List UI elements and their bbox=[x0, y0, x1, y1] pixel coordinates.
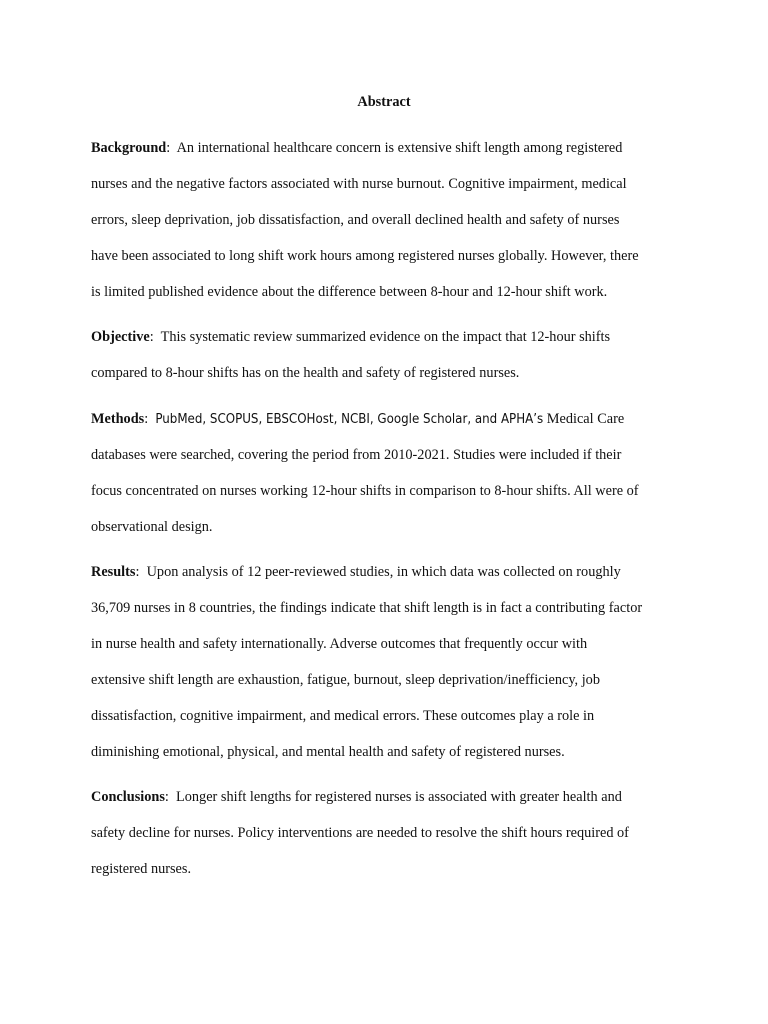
paragraph-line bbox=[91, 401, 681, 437]
objective-heading: Objective bbox=[91, 329, 150, 345]
conclusions-text: Longer shift lengths for registered nurses is associated with greater health and bbox=[176, 789, 622, 805]
paragraph-line bbox=[91, 319, 681, 355]
background-text: nurses and the negative factors associated with nurse burnout. Cognitive impairment, medical bbox=[91, 176, 627, 192]
results-text: in nurse health and safety internationally. Adverse outcomes that frequently occur with bbox=[91, 636, 588, 652]
background-heading: Background bbox=[91, 140, 167, 156]
background-text: have been associated to long shift work hours among registered nurses globally. However, there bbox=[91, 248, 639, 264]
conclusions-section bbox=[91, 779, 681, 887]
objective-text: This systematic review summarized evidence on the impact that 12-hour shifts bbox=[160, 329, 611, 345]
heading-colon: : bbox=[149, 329, 161, 345]
heading-colon: : bbox=[144, 411, 156, 427]
background-text: is limited published evidence about the difference between 8-hour and 12-hour shift work. bbox=[91, 284, 608, 300]
background-text: An international healthcare concern is extensive shift length among registered bbox=[176, 140, 623, 156]
background-text: errors, sleep deprivation, job dissatisfaction, and overall declined health and safety of nurses bbox=[91, 212, 620, 228]
results-text: Upon analysis of 12 peer-reviewed studies, in which data was collected on roughly bbox=[146, 564, 621, 580]
results-text: extensive shift length are exhaustion, fatigue, burnout, sleep deprivation/inefficiency, job bbox=[91, 672, 600, 688]
methods-text: observational design. bbox=[91, 519, 213, 535]
methods-text: focus concentrated on nurses working 12-hour shifts in comparison to 8-hour shifts. All were of bbox=[91, 483, 639, 499]
heading-colon: : bbox=[164, 789, 177, 805]
results-section bbox=[91, 554, 681, 770]
methods-text: Medical Care bbox=[546, 411, 625, 427]
paragraph-line bbox=[91, 130, 681, 166]
conclusions-text: safety decline for nurses. Policy interventions are needed to resolve the shift hours required of bbox=[91, 825, 629, 841]
background-section bbox=[91, 130, 681, 310]
results-text: 36,709 nurses in 8 countries, the findings indicate that shift length is in fact a contributing factor bbox=[91, 600, 643, 616]
methods-heading: Methods bbox=[91, 411, 145, 427]
page-title: Abstract bbox=[357, 94, 411, 110]
paragraph-line bbox=[91, 779, 681, 815]
conclusions-heading: Conclusions bbox=[91, 789, 165, 805]
paragraph-line bbox=[91, 554, 681, 590]
results-text: dissatisfaction, cognitive impairment, and medical errors. These outcomes play a role in bbox=[91, 708, 595, 724]
results-text: diminishing emotional, physical, and mental health and safety of registered nurses. bbox=[91, 744, 565, 760]
results-heading: Results bbox=[91, 564, 136, 580]
objective-section bbox=[91, 319, 681, 391]
heading-colon: : bbox=[166, 140, 177, 156]
methods-text: databases were searched, covering the period from 2010-2021. Studies were included if their bbox=[91, 447, 622, 463]
conclusions-text: registered nurses. bbox=[91, 861, 192, 877]
heading-colon: : bbox=[135, 564, 147, 580]
methods-databases: PubMed, SCOPUS, EBSCOHost, NCBI, Google Scholar, and APHA’s bbox=[155, 412, 544, 427]
objective-text: compared to 8-hour shifts has on the health and safety of registered nurses. bbox=[91, 365, 520, 381]
methods-section bbox=[91, 401, 681, 545]
